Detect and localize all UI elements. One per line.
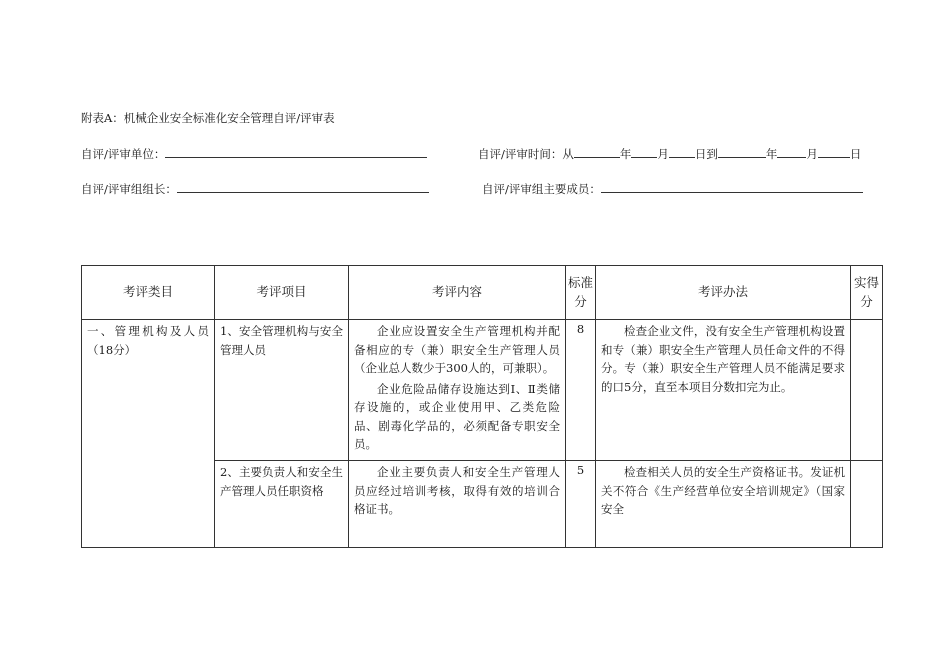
evaluation-table (81, 265, 883, 548)
evaluation-time-row (478, 146, 861, 161)
standard-score-cell: 5 (566, 461, 596, 548)
table-row (82, 320, 883, 461)
end-day-unit: 日 (849, 147, 862, 161)
team-members-label: 自评/评审组主要成员： (482, 182, 601, 196)
form-title: 附表A：机械企业安全标准化安全管理自评/评审表 (81, 111, 335, 125)
team-members-row (482, 181, 863, 196)
method-text: 检查企业文件，没有安全生产管理机构设置和专（兼）职安全生产管理人员任命文件的不得分。专（兼）职安全生产管理人员不能满足要求的口5分，直至本项目分数扣完为止。 (601, 324, 845, 394)
start-month-unit: 月 (657, 147, 669, 161)
end-day-field[interactable] (818, 146, 850, 158)
content-paragraph: 企业主要负责人和安全生产管理人员应经过培训考核，取得有效的培训合格证书。 (354, 465, 560, 516)
standard-score-cell: 8 (566, 320, 596, 461)
method-cell (596, 320, 851, 461)
method-cell (596, 461, 851, 548)
header-category: 考评类目 (82, 266, 215, 320)
table-header-row (82, 266, 883, 320)
start-day-field[interactable] (669, 146, 695, 158)
header-content: 考评内容 (349, 266, 566, 320)
start-day-unit: 日到 (694, 147, 718, 161)
content-paragraph: 企业危险品储存设施达到Ⅰ、Ⅱ类储存设施的，或企业使用甲、乙类危险品、剧毒化学品的，必须配备专职安全员。 (354, 381, 560, 451)
end-month-unit: 月 (806, 147, 818, 161)
header-item: 考评项目 (215, 266, 349, 320)
actual-score-cell[interactable] (851, 320, 883, 461)
category-text: 一、管理机构及人员（18分） (87, 324, 209, 357)
actual-score-cell[interactable] (851, 461, 883, 548)
content-cell (349, 320, 566, 461)
content-cell (349, 461, 566, 548)
start-month-field[interactable] (631, 146, 657, 158)
team-leader-label: 自评/评审组组长： (81, 182, 177, 196)
category-cell (82, 320, 215, 548)
evaluation-unit-field[interactable] (165, 146, 427, 158)
item-cell (215, 320, 349, 461)
end-year-field[interactable] (718, 146, 766, 158)
content-paragraph: 企业应设置安全生产管理机构并配备相应的专（兼）职安全生产管理人员（企业总人数少于300人的，可兼职）。 (354, 324, 560, 375)
team-leader-row (81, 181, 429, 196)
item-text: 1、安全管理机构与安全管理人员 (220, 324, 343, 357)
start-year-field[interactable] (574, 146, 620, 158)
team-leader-field[interactable] (177, 181, 429, 193)
method-text: 检查相关人员的安全生产资格证书。发证机关不符合《生产经营单位安全培训规定》（国家安全 (601, 465, 845, 516)
end-year-unit: 年 (765, 147, 778, 161)
end-month-field[interactable] (777, 146, 806, 158)
header-standard-score: 标准分 (566, 266, 596, 320)
team-members-field[interactable] (601, 181, 863, 193)
evaluation-time-label: 自评/评审时间：从 (478, 147, 574, 161)
start-year-unit: 年 (619, 147, 632, 161)
item-cell (215, 461, 349, 548)
evaluation-unit-row (81, 146, 427, 161)
header-actual-score: 实得分 (851, 266, 883, 320)
item-text: 2、主要负责人和安全生产管理人员任职资格 (220, 465, 343, 498)
evaluation-unit-label: 自评/评审单位： (81, 147, 166, 161)
header-method: 考评办法 (596, 266, 851, 320)
